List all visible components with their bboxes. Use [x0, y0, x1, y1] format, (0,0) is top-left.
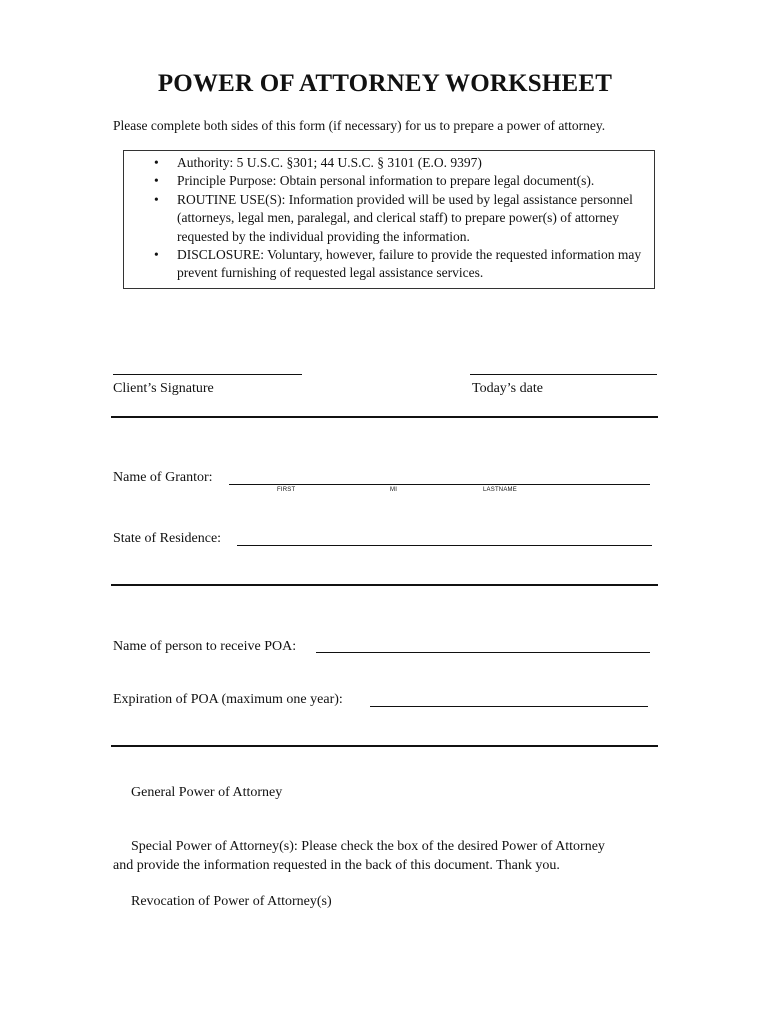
section-divider: [111, 416, 658, 418]
section-divider: [111, 745, 658, 747]
todays-date-line[interactable]: [470, 374, 657, 375]
expiration-label: Expiration of POA (maximum one year):: [113, 692, 343, 707]
privacy-list: [154, 154, 648, 283]
recipient-label: Name of person to receive POA:: [113, 639, 297, 654]
special-poa-instruction: and provide the information requested in the back of this document. Thank you.: [113, 858, 560, 873]
grantor-lastname-label: LASTNAME: [483, 487, 517, 493]
privacy-item-purpose: • Principle Purpose: Obtain personal information to prepare legal document(s).: [154, 172, 648, 190]
revocation-poa-option[interactable]: Revocation of Power of Attorney(s): [131, 894, 332, 909]
client-signature-line[interactable]: [113, 374, 302, 375]
general-poa-option[interactable]: General Power of Attorney: [131, 785, 283, 800]
section-divider: [111, 584, 658, 586]
privacy-item-authority: • Authority: 5 U.S.C. §301; 44 U.S.C. § 3101 (E.O. 9397): [154, 154, 648, 172]
page-title: POWER OF ATTORNEY WORKSHEET: [157, 70, 613, 97]
residence-label: State of Residence:: [113, 531, 222, 546]
client-signature-label: Client’s Signature: [113, 381, 214, 396]
instruction-text: Please complete both sides of this form (if necessary) for us to prepare a power of attorney.: [113, 118, 606, 133]
grantor-mi-label: MI: [390, 487, 398, 493]
expiration-field[interactable]: [370, 706, 648, 707]
privacy-item-routine-use: • ROUTINE USE(S): Information provided will be used by legal assistance personnel (attorneys, legal men, paralegal, and clerical staff) to prepare power(s) of attorney requested by the individual providing the information.: [154, 191, 648, 246]
recipient-field[interactable]: [316, 652, 650, 653]
residence-field[interactable]: [237, 545, 652, 546]
todays-date-label: Today’s date: [472, 381, 543, 396]
grantor-label: Name of Grantor:: [113, 470, 213, 485]
privacy-item-disclosure: • DISCLOSURE: Voluntary, however, failure to provide the requested information may prevent furnishing of requested legal assistance services.: [154, 246, 648, 283]
grantor-name-field[interactable]: [229, 484, 650, 485]
privacy-act-box: [123, 150, 655, 289]
grantor-first-label: FIRST: [277, 487, 296, 493]
special-poa-option[interactable]: Special Power of Attorney(s): Please check the box of the desired Power of Attorney: [131, 839, 605, 854]
